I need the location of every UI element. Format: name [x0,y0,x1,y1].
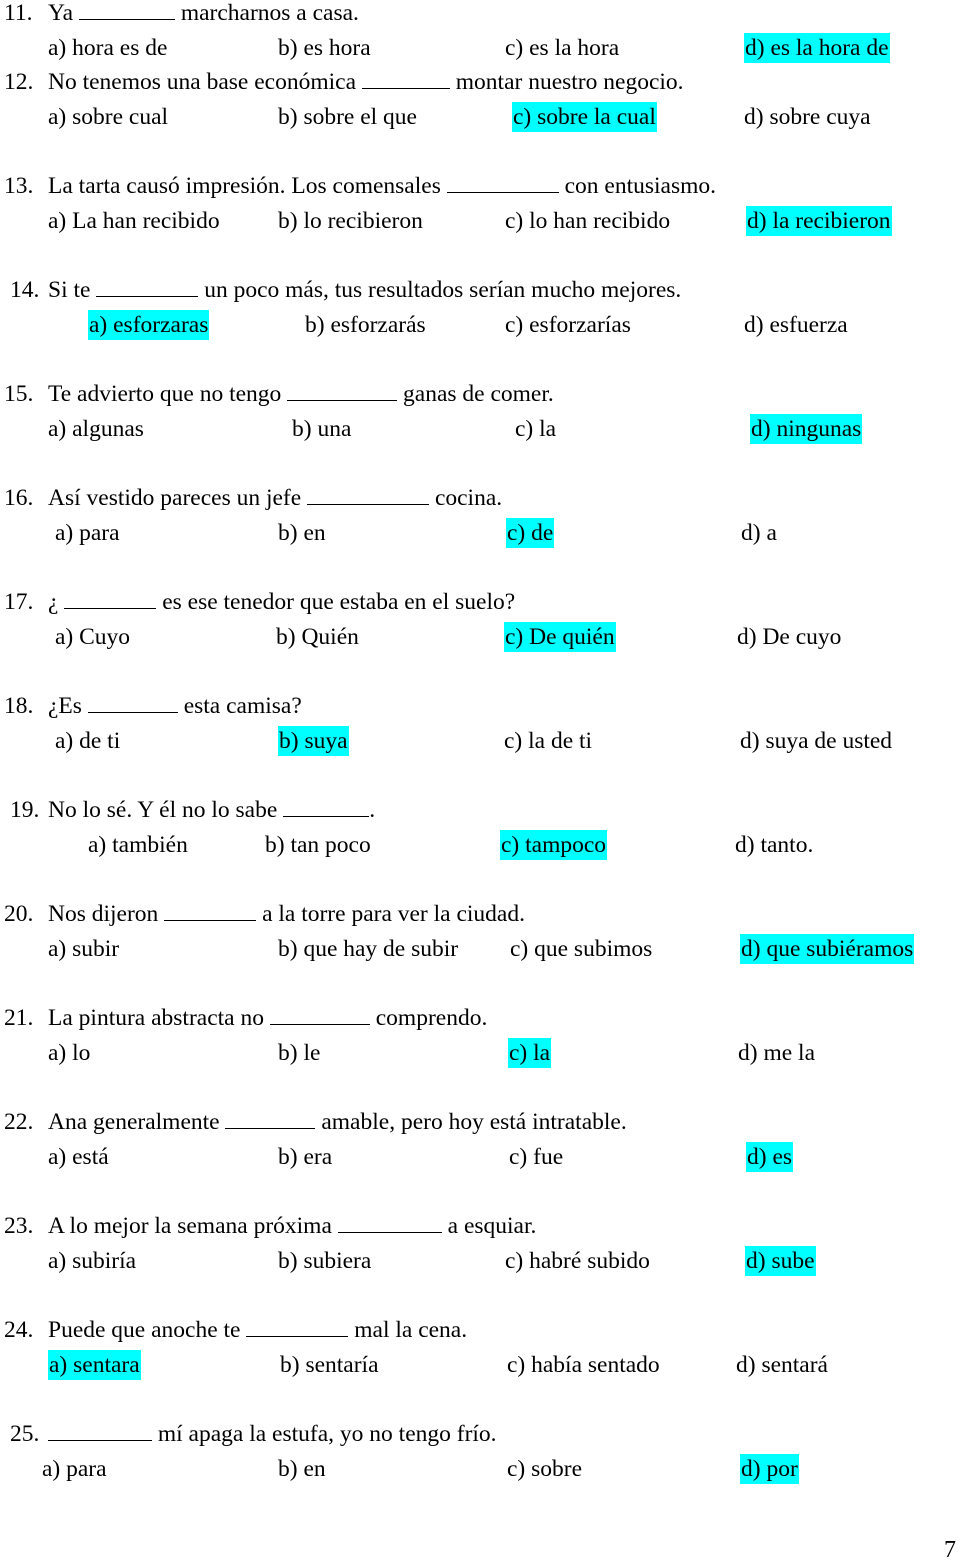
highlighted-answer: d) es la hora de [745,35,889,61]
answer-option [504,730,592,754]
answer-blank [79,18,175,20]
stem-text-after: con entusiasmo. [564,173,717,199]
answer-option [278,1042,320,1066]
stem-text-after: ganas de comer. [403,381,554,407]
question-stem [48,1319,467,1343]
option-label: a) de ti [55,728,121,754]
stem-text-after: . [369,797,376,823]
answer-option [744,37,890,61]
answer-option [278,1146,332,1170]
question-stem [48,279,681,303]
question-stem [48,1007,487,1031]
option-label: b) una [292,416,352,442]
stem-text-before: Ya [48,0,74,26]
answer-option [48,1250,136,1274]
option-label: a) para [42,1456,107,1482]
answer-option [741,522,777,546]
answer-blank [338,1231,442,1233]
option-label: c) fue [509,1144,564,1170]
stem-text-after: un poco más, tus resultados serían mucho mejores. [204,277,682,303]
stem-text-before: La pintura abstracta no [48,1005,264,1031]
answer-option [509,1146,563,1170]
answer-option [278,730,349,754]
stem-text-after: montar nuestro negocio. [455,69,684,95]
highlighted-answer: d) la recibieron [747,208,891,234]
answer-option [736,1354,828,1378]
question-number: 22. [4,1109,34,1135]
answer-option [48,1354,141,1378]
answer-option [278,938,458,962]
option-label: b) tan poco [265,832,371,858]
answer-option [278,106,417,130]
answer-option [508,1042,551,1066]
question-stem [48,1423,497,1447]
question-number: 23. [4,1213,34,1239]
stem-text-before: No tenemos una base económica [48,69,357,95]
highlighted-answer: a) sentara [49,1352,140,1378]
question-number: 14. [10,277,40,303]
answer-option [744,106,871,130]
question-number: 18. [4,693,34,719]
answer-blank [246,1335,348,1337]
answer-option [515,418,556,442]
answer-option [278,210,423,234]
option-label: d) me la [738,1040,815,1066]
answer-option [505,314,631,338]
answer-blank [287,399,397,401]
stem-text-after: comprendo. [375,1005,488,1031]
option-label: b) en [278,520,326,546]
stem-text-after: amable, pero hoy está intratable. [321,1109,627,1135]
answer-blank [64,607,156,609]
question-number: 17. [4,589,34,615]
answer-option [510,938,652,962]
answer-option [48,418,144,442]
answer-option [48,210,220,234]
answer-option [305,314,426,338]
answer-option [42,1458,107,1482]
answer-option [48,1146,109,1170]
answer-option [506,522,554,546]
question-stem [48,71,684,95]
answer-option [55,730,120,754]
stem-text-after: a esquiar. [447,1213,537,1239]
question-stem [48,1111,627,1135]
option-label: a) algunas [48,416,144,442]
stem-text-after: es ese tenedor que estaba en el suelo? [162,589,516,615]
answer-option [276,626,359,650]
stem-text-after: marcharnos a casa. [180,0,359,26]
option-label: b) lo recibieron [278,208,423,234]
question-number: 21. [4,1005,34,1031]
stem-text-before: ¿ [48,589,59,615]
option-label: b) sobre el que [278,104,417,130]
highlighted-answer: c) sobre la cual [513,104,656,130]
answer-option [278,1250,371,1274]
option-label: c) que subimos [510,936,653,962]
stem-text-before: La tarta causó impresión. Los comensales [48,173,441,199]
question-number: 19. [10,797,40,823]
answer-option [750,418,862,442]
stem-text-before: Así vestido pareces un jefe [48,485,302,511]
stem-text-before: Si te [48,277,91,303]
answer-option [278,1458,326,1482]
answer-blank [283,815,369,817]
option-label: d) sobre cuya [744,104,871,130]
stem-text-before: Te advierto que no tengo [48,381,282,407]
answer-option [737,626,841,650]
question-stem [48,487,502,511]
answer-option [55,626,130,650]
option-label: c) la [515,416,557,442]
stem-text-after: mal la cena. [354,1317,468,1343]
answer-option [745,1250,816,1274]
answer-option [505,1250,650,1274]
option-label: d) De cuyo [737,624,842,650]
option-label: a) subir [48,936,120,962]
option-label: a) también [88,832,188,858]
option-label: a) La han recibido [48,208,220,234]
option-label: c) sobre [507,1456,583,1482]
answer-option [746,210,892,234]
option-label: c) habré subido [505,1248,650,1274]
option-label: c) lo han recibido [505,208,671,234]
question-number: 12. [4,69,34,95]
highlighted-answer: d) ningunas [751,416,862,442]
answer-option [278,37,371,61]
answer-option [280,1354,379,1378]
question-stem [48,1215,536,1239]
option-label: a) hora es de [48,35,168,61]
answer-blank [225,1127,315,1129]
highlighted-answer: c) la [509,1040,551,1066]
option-label: b) le [278,1040,321,1066]
stem-text-after: mí apaga la estufa, yo no tengo frío. [157,1421,497,1447]
stem-text-before: A lo mejor la semana próxima [48,1213,332,1239]
answer-option [505,37,619,61]
option-label: a) sobre cual [48,104,169,130]
answer-blank [270,1023,370,1025]
option-label: c) es la hora [505,35,620,61]
answer-option [504,626,616,650]
answer-option [500,834,607,858]
answer-blank [88,711,178,713]
option-label: a) lo [48,1040,91,1066]
option-label: c) había sentado [507,1352,660,1378]
option-label: d) a [741,520,777,546]
answer-option [740,1458,799,1482]
question-stem [48,695,302,719]
answer-option [738,1042,815,1066]
answer-option [740,938,914,962]
option-label: d) esfuerza [744,312,848,338]
answer-option [507,1354,660,1378]
option-label: b) en [278,1456,326,1482]
question-number: 11. [4,0,33,26]
highlighted-answer: c) tampoco [501,832,607,858]
question-number: 25. [10,1421,40,1447]
answer-blank [447,191,559,193]
highlighted-answer: b) suya [279,728,348,754]
stem-text-after: esta camisa? [183,693,302,719]
answer-blank [96,295,198,297]
stem-text-before: Puede que anoche te [48,1317,241,1343]
question-number: 15. [4,381,34,407]
stem-text-after: a la torre para ver la ciudad. [262,901,525,927]
highlighted-answer: d) por [741,1456,798,1482]
answer-option [88,314,209,338]
stem-text-after: cocina. [434,485,503,511]
answer-option [292,418,351,442]
highlighted-answer: c) De quién [505,624,615,650]
answer-option [48,37,167,61]
answer-blank [362,87,450,89]
answer-option [746,1146,793,1170]
answer-option [507,1458,582,1482]
question-stem [48,799,375,823]
answer-option [48,1042,90,1066]
option-label: a) subiría [48,1248,137,1274]
answer-option [265,834,371,858]
question-stem [48,2,359,26]
option-label: a) Cuyo [55,624,131,650]
option-label: b) que hay de subir [278,936,459,962]
option-label: b) sentaría [280,1352,379,1378]
answer-option [55,522,120,546]
option-label: c) la de ti [504,728,593,754]
question-stem [48,383,554,407]
answer-option [48,938,119,962]
answer-option [505,210,670,234]
answer-option [48,106,168,130]
option-label: b) esforzarás [305,312,426,338]
question-stem [48,175,716,199]
question-number: 13. [4,173,34,199]
question-stem [48,903,525,927]
stem-text-before: Ana generalmente [48,1109,220,1135]
highlighted-answer: d) que subiéramos [741,936,914,962]
highlighted-answer: c) de [507,520,554,546]
question-number: 24. [4,1317,34,1343]
option-label: d) suya de usted [740,728,893,754]
answer-option [512,106,657,130]
option-label: b) subiera [278,1248,372,1274]
option-label: c) esforzarías [505,312,631,338]
option-label: a) para [55,520,120,546]
stem-text-before: No lo sé. Y él no lo sabe [48,797,278,823]
option-label: b) era [278,1144,333,1170]
answer-option [88,834,188,858]
answer-option [278,522,326,546]
stem-text-before: ¿Es [48,693,82,719]
question-stem [48,591,515,615]
option-label: d) tanto. [735,832,814,858]
answer-option [740,730,892,754]
highlighted-answer: a) esforzaras [89,312,209,338]
option-label: d) sentará [736,1352,828,1378]
answer-blank [164,919,256,921]
answer-blank [307,503,429,505]
highlighted-answer: d) sube [746,1248,815,1274]
stem-text-before: Nos dijeron [48,901,159,927]
answer-blank [48,1439,152,1441]
question-number: 20. [4,901,34,927]
option-label: b) es hora [278,35,371,61]
answer-option [735,834,813,858]
page-number: 7 [944,1537,956,1563]
option-label: a) está [48,1144,109,1170]
answer-option [744,314,848,338]
highlighted-answer: d) es [747,1144,793,1170]
question-number: 16. [4,485,34,511]
option-label: b) Quién [276,624,359,650]
